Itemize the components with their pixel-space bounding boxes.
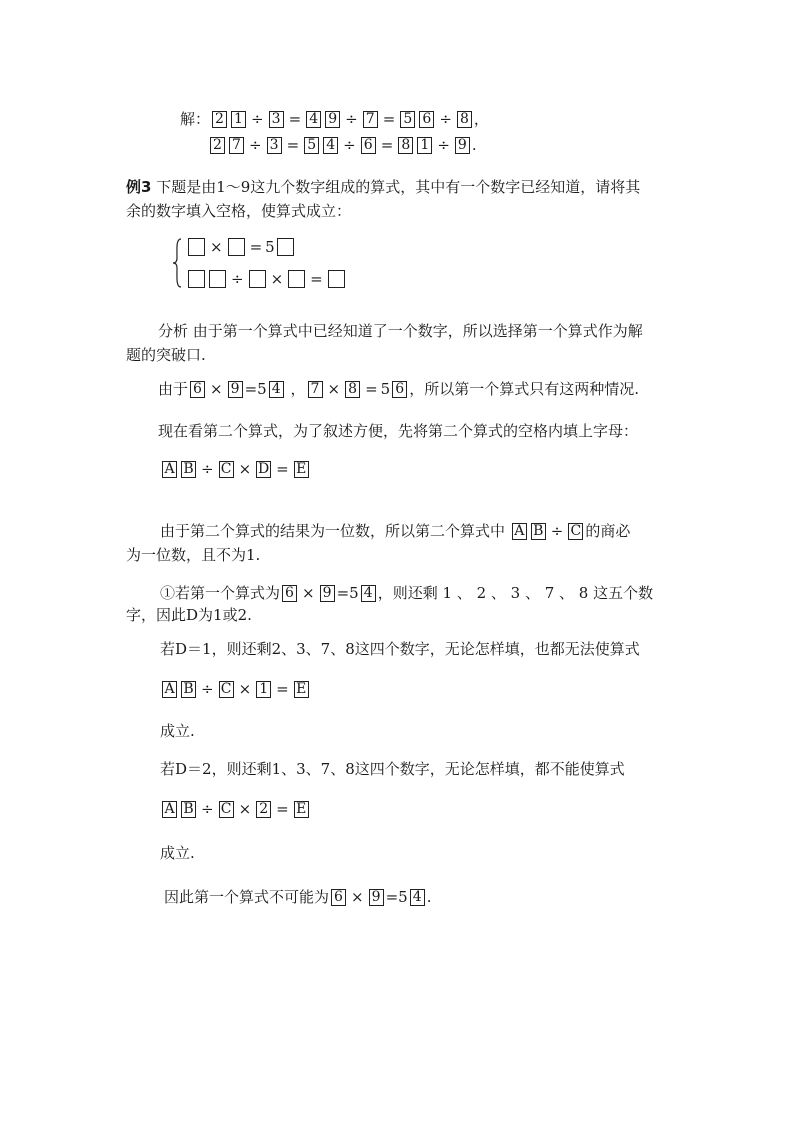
letter-box: A [162,461,177,478]
digit-box: 7 [363,111,378,128]
letter-box: C [219,681,234,698]
conclusion-post: . [426,888,432,906]
eq-sign: = [380,136,394,154]
done2-line [160,842,195,864]
eq-sign: = [249,238,263,256]
blank-box [209,270,226,288]
eq-sign: = [276,800,289,818]
solution-line-1 [180,108,489,130]
div-sign: ÷ [201,800,214,818]
letter-box: E [294,461,309,478]
d2-equation [160,798,311,820]
since-pre: 由于 [158,380,189,398]
div-sign: ÷ [201,680,214,698]
digit-box: 9 [455,137,470,154]
d1-line [160,638,640,660]
div-sign: ÷ [249,136,262,154]
example3-text-2: 余的数字填入空格，使算式成立： [126,202,352,220]
digit-box: 9 [228,381,243,398]
digit-box: 1 [417,137,432,154]
now-text: 现在看第二个算式，为了叙述方便，先将第二个算式的空格内填上字母： [158,422,639,440]
div-sign: ÷ [343,136,356,154]
digit-box: 8 [345,381,360,398]
eq-sign: = [276,460,289,478]
letter-box: E [294,801,309,818]
analysis-text-1: 分析 由于第一个算式中已经知道了一个数字，所以选择第一个算式作为解 [158,322,643,340]
result-text-1b: 的商必 [585,522,631,540]
example-tag: 例3 [126,178,152,196]
letter-box: B [181,681,196,698]
digit-box: 8 [398,137,413,154]
letter-box: C [219,461,234,478]
case1-line-2 [126,604,252,626]
digit-box: 6 [361,137,376,154]
digit-box: 7 [229,137,244,154]
system-eq-1 [186,236,296,258]
letter-box: B [181,801,196,818]
letter-box: B [181,461,196,478]
since-line: 由于 6 × 9 =5 4 ， 7 × 8 = 5 6 ，所以第一个算式只有这两种情况. [158,380,639,398]
done2-text: 成立. [160,844,195,862]
digit-box: 6 [392,381,407,398]
div-sign: ÷ [251,110,264,128]
eq-five: =5 [336,584,359,602]
div-sign: ÷ [437,136,450,154]
d2-line [160,758,625,780]
digit-box: 9 [325,111,340,128]
times-sign: × [210,380,223,398]
digit-box: 5 [400,111,415,128]
digit-box: 9 [320,585,335,602]
digit-box: 4 [269,381,284,398]
times-sign: × [210,238,223,256]
digit-box: 6 [331,889,346,906]
eq-sign: = [286,136,300,154]
letter-box: E [294,681,309,698]
known-digit: 5 [265,238,275,256]
eq-five: =5 [385,888,408,906]
times-sign: × [351,888,364,906]
done1-text: 成立. [160,722,195,740]
example3-line-1 [126,176,640,198]
blank-box [228,238,245,256]
eq-sign: = [310,270,323,288]
letter-box: A [162,681,177,698]
times-sign: × [302,584,315,602]
letter-box: D [258,461,270,477]
d1-equation [160,678,311,700]
done1-line [160,720,195,742]
d2-text: 若D＝2，则还剩1、3、7、8这四个数字，无论怎样填，都不能使算式 [160,760,625,778]
blank-box [288,270,305,288]
digit-box: 2 [210,137,225,154]
blank-box [328,270,345,288]
digit-box: 7 [308,381,323,398]
times-sign: × [238,800,252,818]
blank-box [277,238,294,256]
blank-box [188,270,205,288]
letter-box: B [531,523,546,540]
digit-box: 1 [231,111,246,128]
div-sign: ÷ [439,110,452,128]
digit-box: 1 [256,681,271,698]
digit-box: 2 [256,801,271,818]
times-sign: × [270,270,284,288]
punct: ， [473,110,489,128]
eq-sign: = [382,110,396,128]
digit-box: 8 [457,111,472,128]
div-sign: ÷ [201,460,214,478]
letter-box: A [162,801,177,818]
digit-box: 9 [369,889,384,906]
conclusion-pre: 因此第一个算式不可能为 [164,888,330,906]
div-sign: ÷ [231,270,244,288]
case1-text-2: 字，因此D为1或2. [126,606,252,624]
eq-sign: = [365,380,378,398]
eq-five: =5 [244,380,267,398]
result-text-1: 由于第二个算式的结果为一位数，所以第二个算式中 [160,522,506,540]
brace-icon [172,238,182,288]
since-post: ，所以第一个算式只有这两种情况. [409,380,639,398]
eq-sign: = [276,680,289,698]
analysis-line-1 [158,320,643,342]
digit-box: 4 [410,889,425,906]
now-line [158,420,638,442]
digit-box: 6 [190,381,205,398]
solution-label: 解： [180,110,211,128]
letter-box: C [568,523,583,540]
punct: . [471,136,477,154]
result-line-2 [126,544,260,566]
case1-pre: ①若第一个算式为 [160,584,281,602]
conclusion-line [164,886,432,908]
digit-box: 6 [282,585,297,602]
result-text-2: 为一位数，且不为1. [126,546,261,564]
letter-equation [160,458,311,480]
example3-text-1: 下题是由1～9这九个数字组成的算式，其中有一个数字已经知道，请将其 [156,178,641,196]
solution-line-2 [208,134,477,156]
times-sign: × [238,460,252,478]
letter-box: C [219,801,234,818]
digit-box: 5 [304,137,319,154]
blank-box [188,238,205,256]
digit-box: 2 [212,111,227,128]
blank-box [249,270,266,288]
digit-box: 3 [269,111,284,128]
example3-line-2 [126,200,351,222]
d1-text: 若D＝1，则还剩2、3、7、8这四个数字，无论怎样填，也都无法使算式 [160,640,640,658]
div-sign: ÷ [345,110,358,128]
system-eq-2 [186,268,347,290]
letter-box: A [512,523,527,540]
div-sign: ÷ [550,522,564,540]
times-sign: × [327,380,341,398]
known-digit: 5 [380,380,391,398]
times-sign: × [238,680,252,698]
digit-box: 4 [323,137,338,154]
case1-line-1 [160,582,653,604]
case1-post: ，则还剩 1 、 2 、 3 、 7 、 8 这五个数 [377,584,654,602]
digit-box: 6 [419,111,434,128]
eq-sign: = [288,110,302,128]
analysis-line-2 [126,344,206,366]
result-line-1 [160,520,630,542]
analysis-text-2: 题的突破口. [126,346,206,364]
digit-box: 4 [306,111,321,128]
digit-box: 3 [267,137,282,154]
digit-box: 4 [361,585,376,602]
